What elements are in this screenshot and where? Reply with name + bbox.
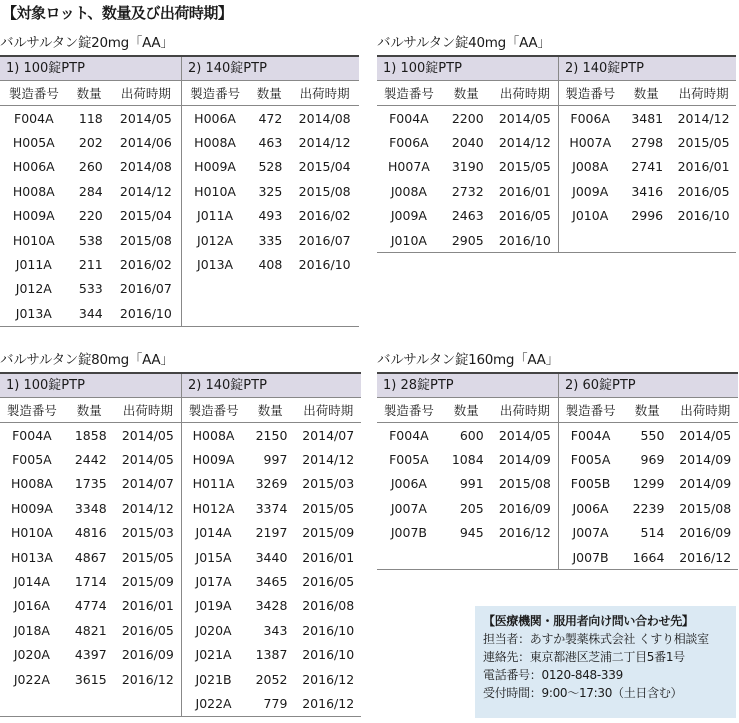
quantity: 1084 <box>451 452 484 468</box>
table-row <box>0 155 181 179</box>
lot-number: F005B <box>570 476 611 492</box>
column-header-lot: 製造番号 <box>377 81 441 106</box>
table-row <box>377 204 558 228</box>
lot-number: J010A <box>572 208 609 224</box>
table-row <box>377 106 558 131</box>
table-row <box>377 155 558 179</box>
table-row <box>377 179 558 203</box>
product-section <box>377 33 736 253</box>
ship-date: 2014/05 <box>121 427 174 443</box>
lot-number: J017A <box>195 574 232 590</box>
ship-date: 2016/10 <box>302 622 355 638</box>
table-row <box>0 569 181 593</box>
ship-date: 2016/01 <box>302 549 355 565</box>
table-row <box>0 277 181 301</box>
ship-date: 2016/01 <box>677 159 730 175</box>
table-row <box>182 496 361 520</box>
quantity: 3428 <box>255 598 288 614</box>
table-row <box>0 130 181 154</box>
table-row <box>0 179 181 203</box>
quantity: 3440 <box>255 549 288 565</box>
table-row <box>559 130 736 154</box>
quantity: 3348 <box>74 500 107 516</box>
quantity: 202 <box>78 135 103 151</box>
table-row <box>0 204 181 228</box>
ship-date: 2016/07 <box>298 232 351 248</box>
contact-box <box>475 606 736 718</box>
column-header-ship: 出荷時期 <box>115 398 181 423</box>
quantity: 4867 <box>74 549 107 565</box>
lot-number: H010A <box>12 232 55 248</box>
ship-date: 2014/05 <box>121 452 174 468</box>
quantity: 335 <box>258 232 283 248</box>
table-row <box>559 521 738 545</box>
ship-date: 2016/02 <box>298 208 351 224</box>
column-header-ship: 出荷時期 <box>111 81 181 106</box>
lot-number: J008A <box>572 159 609 175</box>
table-row <box>559 472 738 496</box>
lot-number: H010A <box>194 183 236 199</box>
table-row <box>559 179 736 203</box>
quantity: 550 <box>640 427 665 443</box>
quantity: 2442 <box>74 452 107 468</box>
section-title: バルサルタン錠20mg「AA」 <box>0 35 174 51</box>
quantity: 1714 <box>74 574 107 590</box>
quantity: 2200 <box>451 110 484 126</box>
quantity: 1858 <box>74 427 107 443</box>
table-row <box>559 545 738 569</box>
column-header-lot: 製造番号 <box>182 81 248 106</box>
lot-number: J011A <box>15 257 52 273</box>
lot-number: J007B <box>572 549 609 565</box>
column-header-qty: 数量 <box>68 81 111 106</box>
table-row <box>377 447 558 471</box>
quantity: 205 <box>459 500 484 516</box>
ship-date: 2014/05 <box>498 427 551 443</box>
table-row <box>0 228 181 252</box>
ship-date: 2015/05 <box>498 159 551 175</box>
column-header-qty: 数量 <box>621 81 671 106</box>
quantity: 220 <box>78 208 103 224</box>
ship-date: 2016/09 <box>121 647 174 663</box>
column-header-lot: 製造番号 <box>559 81 621 106</box>
package-header: 2) 140錠PTP <box>182 374 361 398</box>
quantity: 2052 <box>255 671 288 687</box>
quantity: 408 <box>258 257 283 273</box>
package-table <box>0 374 181 716</box>
lot-number: J012A <box>15 281 52 297</box>
table-row <box>377 472 558 496</box>
table-row <box>0 521 181 545</box>
ship-date: 2014/08 <box>298 110 351 126</box>
ship-date: 2014/05 <box>498 110 551 126</box>
contact-title: 【医療機関・服用者向け問い合わせ先】 <box>483 614 694 628</box>
quantity: 997 <box>263 452 288 468</box>
ship-date: 2016/09 <box>679 525 732 541</box>
ship-date: 2016/01 <box>498 183 551 199</box>
ship-date: 2015/03 <box>302 476 355 492</box>
column-header-qty: 数量 <box>441 81 492 106</box>
column-header-lot: 製造番号 <box>377 398 441 423</box>
lot-number: H010A <box>11 525 53 541</box>
quantity: 284 <box>78 183 103 199</box>
quantity: 2463 <box>451 208 484 224</box>
table-row <box>182 179 359 203</box>
table-row <box>0 252 181 276</box>
lot-number: J014A <box>13 574 50 590</box>
quantity: 1735 <box>74 476 107 492</box>
quantity: 600 <box>459 427 484 443</box>
ship-date: 2014/05 <box>679 427 732 443</box>
table-row <box>0 667 181 691</box>
ship-date: 2015/04 <box>298 159 351 175</box>
product-section <box>377 350 738 570</box>
lot-number: H008A <box>194 135 236 151</box>
quantity: 945 <box>459 525 484 541</box>
ship-date: 2016/12 <box>302 695 355 711</box>
contact-line: 電話番号：0120-848-339 <box>483 668 623 682</box>
column-header-ship: 出荷時期 <box>492 81 558 106</box>
table-row <box>182 569 361 593</box>
product-section <box>0 33 359 327</box>
column-header-qty: 数量 <box>622 398 672 423</box>
quantity: 2239 <box>632 500 665 516</box>
lot-number: J014A <box>195 525 232 541</box>
column-header-lot: 製造番号 <box>182 398 245 423</box>
table-row <box>559 496 738 520</box>
quantity: 2798 <box>631 135 664 151</box>
lot-number: H009A <box>192 452 235 468</box>
column-header-qty: 数量 <box>64 398 115 423</box>
ship-date: 2016/09 <box>498 500 551 516</box>
table-row <box>559 423 738 448</box>
ship-date: 2014/12 <box>298 135 351 151</box>
column-header-ship: 出荷時期 <box>295 398 361 423</box>
table-row <box>559 106 736 131</box>
quantity: 260 <box>78 159 103 175</box>
quantity: 2197 <box>255 525 288 541</box>
quantity: 2150 <box>255 427 288 443</box>
ship-date: 2016/12 <box>302 671 355 687</box>
quantity: 2732 <box>451 183 484 199</box>
table-row <box>0 545 181 569</box>
lot-number: H009A <box>194 159 236 175</box>
lot-number: J012A <box>197 232 234 248</box>
column-header-qty: 数量 <box>248 81 290 106</box>
lot-number: H006A <box>12 159 55 175</box>
quantity: 969 <box>640 452 665 468</box>
ship-date: 2016/08 <box>302 598 355 614</box>
column-header-ship: 出荷時期 <box>672 398 738 423</box>
table-row <box>377 423 558 448</box>
table-row <box>0 447 181 471</box>
package-header: 1) 100錠PTP <box>377 57 558 81</box>
table-row <box>182 252 359 276</box>
lot-number: J009A <box>572 183 609 199</box>
lot-number: H006A <box>194 110 236 126</box>
lot-number: J013A <box>15 305 52 321</box>
ship-date: 2016/05 <box>121 622 174 638</box>
column-header-lot: 製造番号 <box>0 81 68 106</box>
quantity: 463 <box>258 135 283 151</box>
table-row <box>0 106 181 131</box>
table-row <box>182 423 361 448</box>
table-row <box>182 667 361 691</box>
ship-date: 2015/05 <box>302 500 355 516</box>
package-header: 2) 140錠PTP <box>182 57 359 81</box>
lot-number: H008A <box>11 476 53 492</box>
ship-date: 2015/05 <box>121 549 174 565</box>
lot-number: H013A <box>11 549 53 565</box>
lot-number: J007A <box>390 500 427 516</box>
ship-date: 2016/10 <box>302 647 355 663</box>
table-row <box>0 301 181 325</box>
lot-number: H008A <box>192 427 235 443</box>
table-row <box>377 496 558 520</box>
ship-date: 2014/09 <box>679 452 732 468</box>
quantity: 528 <box>258 159 283 175</box>
quantity: 3374 <box>255 500 288 516</box>
quantity: 4816 <box>74 525 107 541</box>
table-row <box>0 594 181 618</box>
ship-date: 2016/12 <box>121 671 174 687</box>
quantity: 4774 <box>74 598 107 614</box>
table-row <box>0 618 181 642</box>
lot-number: F004A <box>389 427 429 443</box>
table-row <box>182 228 359 252</box>
ship-date: 2015/08 <box>298 183 351 199</box>
ship-date: 2014/12 <box>677 110 730 126</box>
lot-number: H012A <box>192 500 235 516</box>
package-table <box>377 57 558 252</box>
package-table <box>558 57 736 252</box>
ship-date: 2015/04 <box>119 208 172 224</box>
ship-date: 2015/09 <box>302 525 355 541</box>
ship-date: 2014/09 <box>498 452 551 468</box>
quantity: 325 <box>258 183 283 199</box>
column-header-lot: 製造番号 <box>0 398 64 423</box>
quantity: 779 <box>263 695 288 711</box>
product-section <box>0 350 361 717</box>
lot-number: J011A <box>197 208 234 224</box>
quantity: 3190 <box>451 159 484 175</box>
quantity: 3416 <box>631 183 664 199</box>
lot-number: J016A <box>13 598 50 614</box>
package-table <box>181 374 361 716</box>
table-row <box>377 228 558 252</box>
quantity: 2996 <box>631 208 664 224</box>
quantity: 991 <box>459 476 484 492</box>
quantity: 343 <box>263 622 288 638</box>
ship-date: 2016/10 <box>298 257 351 273</box>
ship-date: 2014/07 <box>121 476 174 492</box>
lot-number: F004A <box>570 427 611 443</box>
quantity: 3481 <box>631 110 664 126</box>
lot-number: H011A <box>192 476 235 492</box>
quantity: 3615 <box>74 671 107 687</box>
ship-date: 2015/08 <box>679 500 732 516</box>
lot-number: F005A <box>389 452 429 468</box>
ship-date: 2014/12 <box>119 183 172 199</box>
lot-number: H007A <box>569 135 612 151</box>
column-header-qty: 数量 <box>245 398 295 423</box>
ship-date: 2016/10 <box>677 208 730 224</box>
ship-date: 2016/07 <box>119 281 172 297</box>
quantity: 472 <box>258 110 283 126</box>
table-row <box>559 447 738 471</box>
quantity: 533 <box>78 281 103 297</box>
ship-date: 2014/05 <box>119 110 172 126</box>
ship-date: 2016/05 <box>498 208 551 224</box>
quantity: 1299 <box>632 476 665 492</box>
package-header: 2) 60錠PTP <box>559 374 738 398</box>
ship-date: 2015/08 <box>119 232 172 248</box>
quantity: 4821 <box>74 622 107 638</box>
column-header-ship: 出荷時期 <box>290 81 359 106</box>
lot-number: J013A <box>197 257 234 273</box>
quantity: 493 <box>258 208 283 224</box>
table-row <box>182 447 361 471</box>
package-header: 1) 100錠PTP <box>0 374 181 398</box>
table-row <box>0 496 181 520</box>
package-table <box>0 57 181 326</box>
table-row <box>182 130 359 154</box>
lot-number: H007A <box>388 159 430 175</box>
package-header: 2) 140錠PTP <box>559 57 736 81</box>
ship-date: 2016/12 <box>679 549 732 565</box>
table-row <box>0 423 181 448</box>
table-row <box>559 204 736 228</box>
ship-date: 2014/09 <box>679 476 732 492</box>
table-row <box>182 472 361 496</box>
lot-number: F005A <box>12 452 52 468</box>
section-title: バルサルタン錠160mg「AA」 <box>377 352 559 368</box>
column-header-qty: 数量 <box>441 398 492 423</box>
package-header: 1) 100錠PTP <box>0 57 181 81</box>
lot-number: H009A <box>12 208 55 224</box>
quantity: 3269 <box>255 476 288 492</box>
column-header-ship: 出荷時期 <box>671 81 736 106</box>
lot-number: J007A <box>572 525 609 541</box>
table-row <box>182 643 361 667</box>
lot-number: H009A <box>11 500 53 516</box>
lot-number: F005A <box>570 452 611 468</box>
lot-number: J006A <box>572 500 609 516</box>
ship-date: 2015/09 <box>121 574 174 590</box>
contact-line: 連絡先：東京都港区芝浦二丁目5番1号 <box>483 650 685 664</box>
ship-date: 2014/12 <box>302 452 355 468</box>
section-title: バルサルタン錠40mg「AA」 <box>377 35 551 51</box>
lot-number: J009A <box>390 208 427 224</box>
ship-date: 2014/08 <box>119 159 172 175</box>
lot-number: F004A <box>389 110 429 126</box>
table-row <box>182 106 359 131</box>
lot-number: J008A <box>390 183 427 199</box>
ship-date: 2015/05 <box>677 135 730 151</box>
ship-date: 2016/05 <box>302 574 355 590</box>
table-row <box>0 643 181 667</box>
table-row <box>182 155 359 179</box>
quantity: 1664 <box>632 549 665 565</box>
table-row <box>377 130 558 154</box>
contact-line: 担当者：あすか製薬株式会社 くすり相談室 <box>483 632 709 646</box>
table-row <box>182 204 359 228</box>
quantity: 538 <box>78 232 103 248</box>
lot-number: J021B <box>195 671 232 687</box>
quantity: 514 <box>640 525 665 541</box>
package-table <box>181 57 359 326</box>
ship-date: 2014/06 <box>119 135 172 151</box>
package-header: 1) 28錠PTP <box>377 374 558 398</box>
lot-number: F006A <box>389 135 429 151</box>
ship-date: 2016/02 <box>119 257 172 273</box>
ship-date: 2016/05 <box>677 183 730 199</box>
ship-date: 2016/10 <box>498 232 551 248</box>
table-row <box>182 545 361 569</box>
lot-number: J022A <box>13 671 50 687</box>
lot-number: J020A <box>13 647 50 663</box>
table-row <box>182 521 361 545</box>
contact-line: 受付時間：9:00～17:30（土日含む） <box>483 686 683 700</box>
quantity: 1387 <box>255 647 288 663</box>
quantity: 2741 <box>631 159 664 175</box>
table-row <box>182 691 361 715</box>
quantity: 118 <box>78 110 103 126</box>
ship-date: 2016/12 <box>498 525 551 541</box>
ship-date: 2015/08 <box>498 476 551 492</box>
table-row <box>182 618 361 642</box>
lot-number: J007B <box>390 525 427 541</box>
package-table <box>558 374 738 569</box>
section-title: バルサルタン錠80mg「AA」 <box>0 352 174 368</box>
lot-number: F004A <box>14 110 54 126</box>
lot-number: J015A <box>195 549 232 565</box>
ship-date: 2014/12 <box>498 135 551 151</box>
lot-number: J006A <box>390 476 427 492</box>
lot-number: J021A <box>195 647 232 663</box>
lot-number: F006A <box>570 110 611 126</box>
column-header-lot: 製造番号 <box>559 398 622 423</box>
ship-date: 2016/10 <box>119 305 172 321</box>
lot-number: H005A <box>12 135 55 151</box>
table-row <box>559 155 736 179</box>
ship-date: 2014/12 <box>121 500 174 516</box>
lot-number: F004A <box>12 427 52 443</box>
table-row <box>377 521 558 545</box>
quantity: 211 <box>78 257 103 273</box>
lot-number: J019A <box>195 598 232 614</box>
lot-number: H008A <box>12 183 55 199</box>
quantity: 3465 <box>255 574 288 590</box>
ship-date: 2015/03 <box>121 525 174 541</box>
main-title: 【対象ロット、数量及び出荷時期】 <box>2 4 233 22</box>
ship-date: 2014/07 <box>302 427 355 443</box>
package-table <box>377 374 558 569</box>
lot-number: J022A <box>195 695 232 711</box>
quantity: 2040 <box>451 135 484 151</box>
table-row <box>182 594 361 618</box>
quantity: 2905 <box>451 232 484 248</box>
lot-number: J010A <box>390 232 427 248</box>
quantity: 344 <box>78 305 103 321</box>
ship-date: 2016/01 <box>121 598 174 614</box>
lot-number: J018A <box>13 622 50 638</box>
column-header-ship: 出荷時期 <box>492 398 558 423</box>
table-row <box>0 472 181 496</box>
quantity: 4397 <box>74 647 107 663</box>
lot-number: J020A <box>195 622 232 638</box>
